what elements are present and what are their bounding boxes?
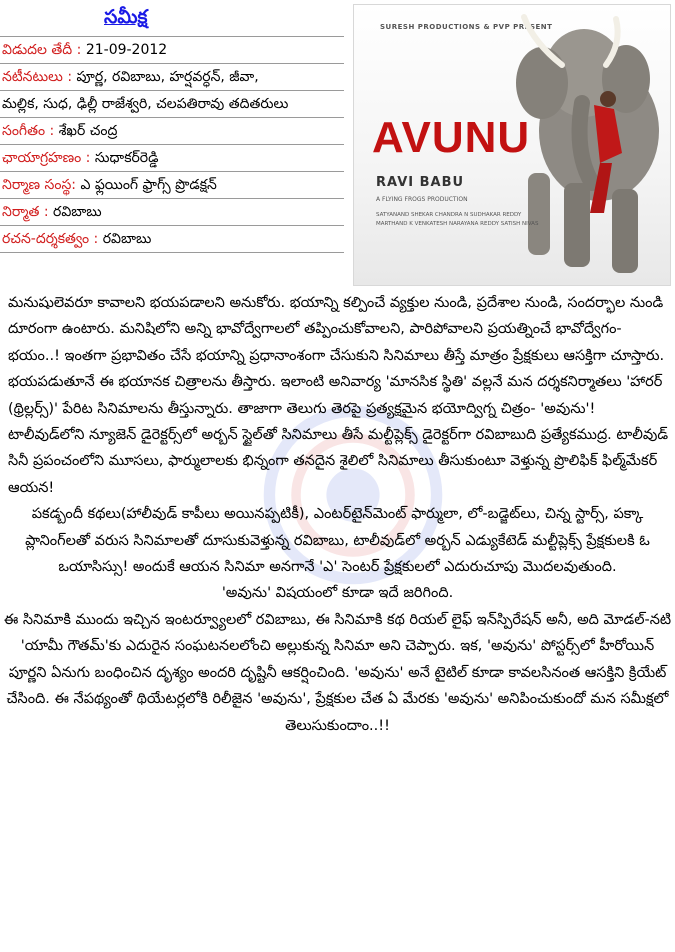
info-label: సంగీతం [2, 123, 46, 139]
info-value: రవిబాబు [102, 231, 152, 247]
review-heading: సమీక్ష [104, 6, 148, 28]
info-separator: : [89, 231, 103, 247]
article-paragraph: ఈ సినిమాకి ముందు ఇచ్చిన ఇంటర్వ్యూలలో రవిబాబు, ఈ సినిమాకి కథ రియల్ లైఫ్ ఇన్‌స్పిరేషన్ అనీ, అది మోడల్-నటి 'యామీ గౌతమ్'కు ఎదురైన సంఘటనలలోంచి అల్లుకున్న సినిమా అని చెప్పారు. ఇక, 'అవును' పోస్టర్స్‌లో హీరోయిన్ పూర్ణని ఏనుగు బంధించిన దృశ్యం అందరి దృష్టినీ ఆకర్షించింది. 'అవును' అనే టైటిల్ కూడా కావలసినంత ఆసక్తిని క్రియేట్ చేసింది. ఈ నేపథ్యంతో థియేటర్లలోకి రిలీజైన 'అవును', ప్రేక్షకుల చేత ఏ మేరకు 'అవును' అనిపించుకుందో మన సమీక్షలో తెలుసుకుందాం..!! [3, 611, 672, 734]
info-separator: : [39, 204, 54, 220]
article-paragraph: టాలీవుడ్‌లోని న్యూజెన్ డైరెక్టర్స్‌లో అర్బన్ స్టైల్‌తో సినిమాలు తీసే మల్టీప్లెక్స్ డైరెక్టర్‌గా రవిబాబుది ప్రత్యేకముద్ర. టాలీవుడ్ సినీ ప్రపంచంలోని మూసలు, ఫార్ములాలకు భిన్నంగా తనదైన శైలిలో సినిమాలు తీసుకుంటూ వెళ్తున్న ప్రొలిఫిక్ ఫిల్మ్‌మేకర్ ఆయన! [8, 427, 669, 496]
article-paragraph: మనుషులెవరూ కావాలని భయపడాలని అనుకోరు. భయాన్ని కల్పించే వ్యక్తుల నుండి, ప్రదేశాల నుండి, సందర్భాల నుండి దూరంగా ఉంటారు. మనిషిలోని అన్ని భావోద్వేగాలలో తప్పించుకోవాలని, పారిపోవాలని ప్రయత్నించే భావోద్వేగం- భయం..! ఇంతగా ప్రభావితం చేసే భయాన్ని ప్రధానాంశంగా చేసుకుని సినిమాలు తీస్తే మాత్రం ప్రేక్షకులు ఆసక్తిగా చూస్తారు. భయపడుతూనే ఈ భయానక చిత్రాలను తీస్తారు. ఇలాంటి అనివార్య 'మానసిక స్థితి' వల్లనే మన దర్శకనిర్మాతలు 'హారర్ (థ్రిల్లర్స్)' పేరిట సినిమాలను తీస్తున్నారు. తాజాగా తెలుగు తెరపై ప్రత్యక్షమైన భయోద్విగ్న చిత్రం- 'అవును'! [8, 295, 665, 417]
info-value: సుధాకర్‌రెడ్డి [94, 150, 159, 166]
info-value: మల్లిక, సుధ, ఢిల్లీ రాజేశ్వరి, చలపతిరావు తదితరులు [2, 96, 289, 112]
review-article [0, 290, 675, 739]
poster-title: AVUNU [372, 113, 531, 162]
info-value: రవిబాబు [53, 204, 102, 220]
info-row-production-house [0, 172, 344, 199]
poster-brand: SURESH PRODUCTIONS & PVP PRESENT [380, 23, 553, 31]
info-label: రచన-దర్శకత్వం [2, 231, 90, 247]
info-value: శేఖర్ చంద్ర [58, 123, 118, 139]
info-row-cast-continued [0, 91, 344, 118]
info-separator: : [45, 123, 59, 139]
article-paragraph: పకడ్బందీ కథలు(హాలీవుడ్ కాపీలు అయినప్పటికీ), ఎంటర్‌టైన్‌మెంట్ ఫార్ములా, లో-బడ్జెట్‌లు, చిన్న స్టార్స్, పక్కా ప్లానింగ్‌లతో వరుస సినిమాలతో దూసుకువెళ్తున్న రవిబాబు, టాలీవుడ్‌లో అర్బన్ ఎడ్యుకేటెడ్ మల్టీప్లెక్స్ ప్రేక్షకులకి ఓ ఒయాసిస్సు! అందుకే ఆయన సినిమా అనగానే 'ఎ' సెంటర్ ప్రేక్షకులలో ఎదురుచూపు మొదలవుతుంది. [25, 506, 650, 576]
info-row-producer [0, 199, 344, 226]
info-row-cinematography [0, 145, 344, 172]
info-row-music [0, 118, 344, 145]
article-paragraph: 'అవును' విషయంలో కూడా ఇదే జరిగింది. [221, 585, 454, 602]
poster-director: RAVI BABU [376, 175, 465, 190]
info-label: నిర్మాణ సంస్థ [2, 177, 72, 193]
poster-credits: SATYANAND SHEKAR CHANDRA N SUDHAKAR REDDY MARTHAND K VENKATESH NARAYANA REDDY SATISH NIVAS [376, 212, 539, 227]
info-label: నిర్మాత [2, 204, 40, 220]
info-row-writer-director [0, 226, 344, 253]
info-row-cast [0, 64, 344, 91]
poster-production: A FLYING FROGS PRODUCTION [376, 196, 468, 203]
info-separator: : [62, 69, 77, 85]
movie-poster [353, 4, 671, 286]
info-label: ఛాయాగ్రహణం [2, 150, 82, 166]
info-value: ఎ ఫ్లయింగ్ ఫ్రాగ్స్ ప్రొడక్షన్ [80, 177, 217, 193]
info-value: 21-09-2012 [85, 42, 168, 58]
info-label: నటీనటులు [2, 69, 63, 85]
info-label: విడుదల తేదీ [2, 42, 73, 58]
info-value: పూర్ణ, రవిబాబు, హర్షవర్ధన్, జీవా, [76, 69, 259, 85]
info-separator: : [81, 150, 95, 166]
info-separator: : [72, 42, 86, 58]
film-info-table [0, 36, 344, 253]
info-separator: : [71, 177, 81, 193]
info-row-release-date [0, 37, 344, 64]
